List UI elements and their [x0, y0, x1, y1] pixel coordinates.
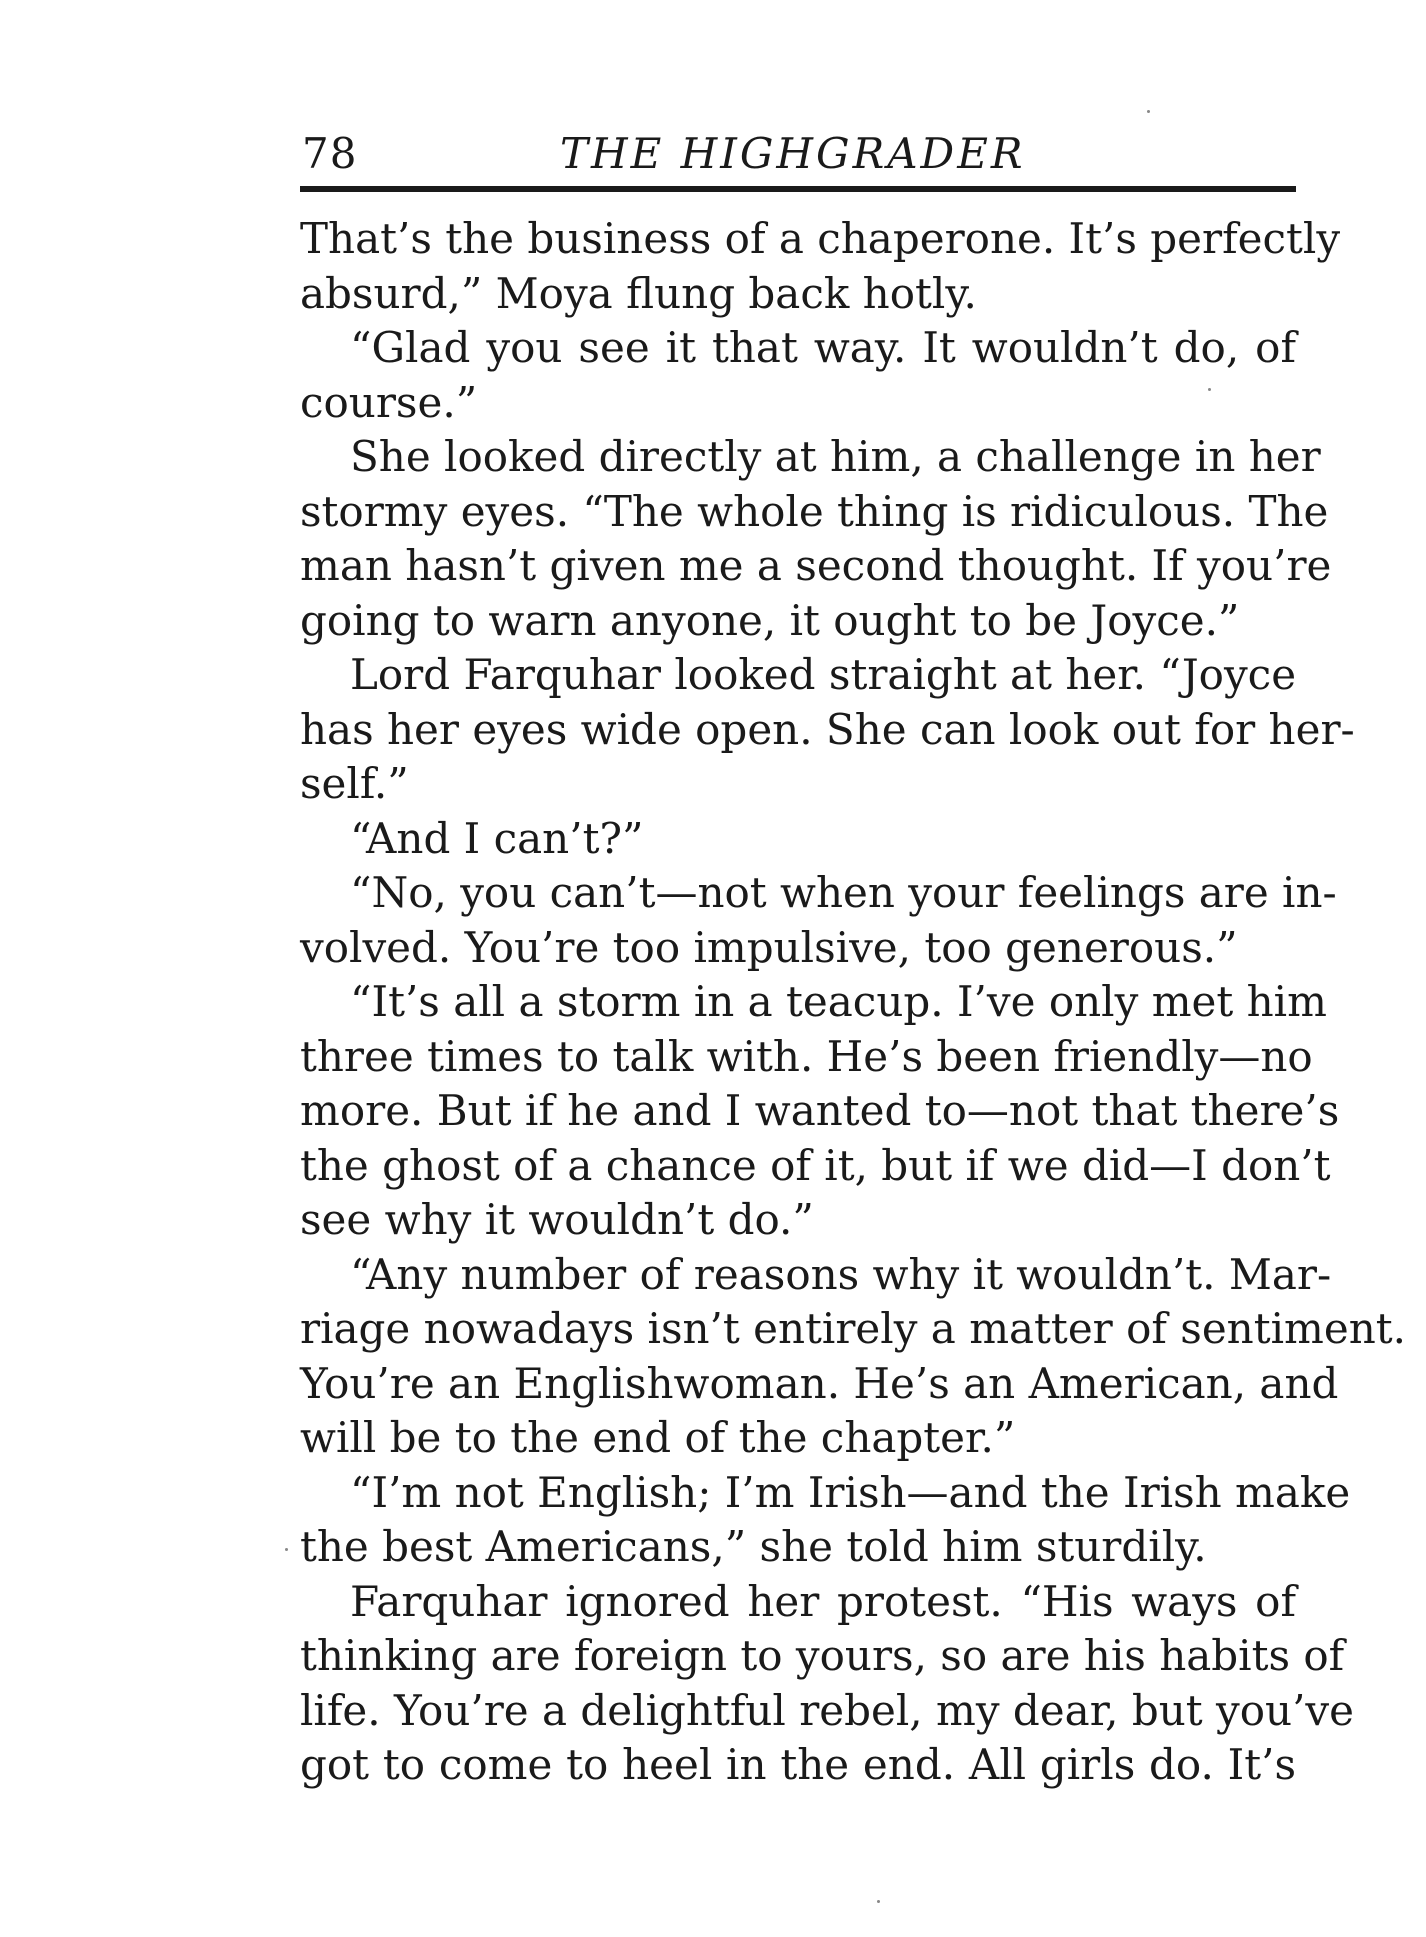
running-head: THE HIGHGRADER — [560, 129, 1026, 178]
text-line: absurd,” Moya flung back hotly. — [300, 268, 977, 318]
text-line: has her eyes wide open. She can look out for her- — [300, 704, 1355, 754]
text-line: self.” — [300, 759, 409, 808]
text-line: “It’s all a storm in a teacup. I’ve only met him — [350, 977, 1327, 1026]
page-header — [300, 128, 1300, 180]
text-line: stormy eyes. “The whole thing is ridiculous. The — [300, 486, 1329, 536]
text-line: “No, you can’t—not when your feelings are in- — [350, 868, 1337, 917]
scan-speck — [1147, 110, 1150, 113]
text-line: life. You’re a delightful rebel, my dear, but you’ve — [300, 1685, 1355, 1735]
text-line: She looked directly at him, a challenge in her — [350, 432, 1321, 481]
scan-speck — [285, 1548, 288, 1551]
text-line: thinking are foreign to yours, so are his habits of — [300, 1631, 1345, 1680]
page-number: 78 — [302, 129, 358, 178]
text-line: see why it wouldn’t do.” — [300, 1195, 814, 1244]
text-line: That’s the business of a chaperone. It’s perfectly — [300, 214, 1341, 263]
text-line: riage nowadays isn’t entirely a matter of sentiment. — [300, 1304, 1407, 1353]
text-line: course.” — [300, 377, 478, 427]
text-line: will be to the end of the chapter.” — [300, 1413, 1016, 1462]
text-line: got to come to heel in the end. All girls do. It’s — [300, 1740, 1296, 1789]
text-line: Lord Farquhar looked straight at her. “Joyce — [350, 650, 1297, 699]
text-line: the ghost of a chance of it, but if we did—I don’t — [300, 1140, 1331, 1190]
scan-speck — [1208, 388, 1211, 391]
text-line: You’re an Englishwoman. He’s an American, and — [300, 1358, 1339, 1408]
text-line: going to warn anyone, it ought to be Joyce.” — [300, 595, 1240, 645]
scan-speck — [877, 1900, 880, 1903]
text-line: more. But if he and I wanted to—not that there’s — [300, 1086, 1340, 1135]
text-line: three times to talk with. He’s been friendly—no — [300, 1031, 1313, 1081]
text-line: “Any number of reasons why it wouldn’t. Mar- — [350, 1249, 1332, 1299]
text-line: “I’m not English; I’m Irish—and the Irish make — [350, 1467, 1351, 1517]
header-rule — [300, 186, 1296, 192]
text-line: Farquhar ignored her protest. “His ways of — [350, 1576, 1296, 1626]
text-line: “Glad you see it that way. It wouldn’t do, of — [350, 323, 1296, 372]
text-line: volved. You’re too impulsive, too generous.” — [300, 922, 1238, 972]
text-line: man hasn’t given me a second thought. If you’re — [300, 541, 1332, 590]
body-text — [300, 212, 1407, 1793]
text-line: the best Americans,” she told him sturdily. — [300, 1522, 1207, 1571]
text-line: “And I can’t?” — [350, 813, 644, 863]
